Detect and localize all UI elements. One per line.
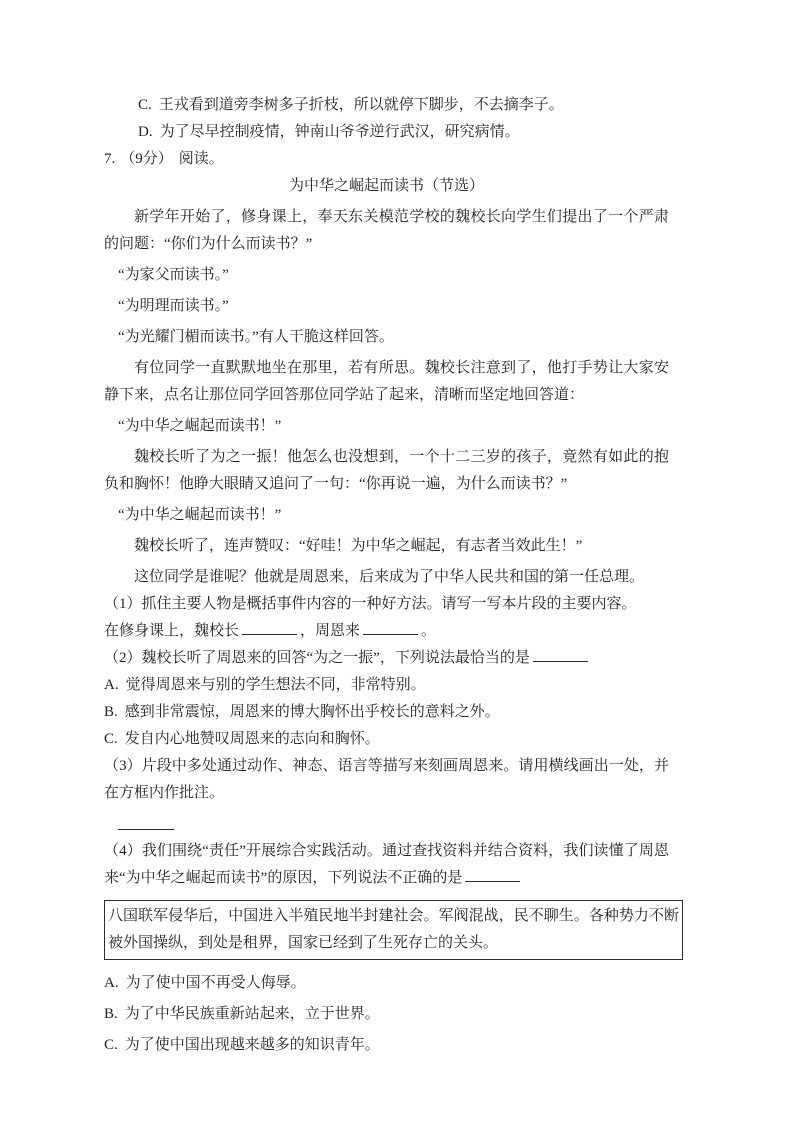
exam-content: [104, 92, 679, 1059]
prior-question-option-c: [104, 92, 669, 119]
option-text: 为了使中国出现越来越多的知识青年。: [124, 1037, 380, 1053]
passage-paragraph: “为光耀门楣而读书。”有人干脆这样回答。: [118, 329, 394, 345]
sub-question-1-stem: （1）抓住主要人物是概括事件内容的一种好方法。请写一写本片段的主要内容。: [104, 596, 637, 612]
question-number: 7.: [104, 151, 116, 167]
answer-blank: [363, 621, 418, 635]
passage-paragraph: “为明理而读书。”: [118, 298, 229, 314]
option-label: A.: [104, 975, 119, 991]
fill-text-after: 。: [421, 623, 437, 639]
option-text: 发自内心地赞叹周恩来的志向和胸怀。: [124, 731, 380, 747]
stem-text: （4）我们围绕“责任”开展综合实践活动。通过查找资料并结合资料，我们读懂了周恩来“为中华之崛起而读书”的原因，下列说法不正确的是: [104, 843, 669, 886]
sub-question-2-option-a: [104, 672, 669, 699]
question-7-header: [104, 146, 669, 173]
sub-question-1-fill-line: [104, 618, 669, 645]
context-box: [104, 900, 683, 960]
passage-paragraph: “为中华之崛起而读书！”: [118, 507, 282, 523]
fill-text-before: 在修身课上，魏校长: [104, 623, 240, 639]
option-label: C.: [104, 731, 118, 747]
passage-paragraph: 魏校长听了，连声赞叹：“好哇！为中华之崛起，有志者当效此生！”: [134, 538, 583, 554]
sub-question-2-option-b: [104, 699, 669, 726]
option-label: B.: [104, 1006, 118, 1022]
passage-paragraph: 魏校长听了为之一振！他怎么也没想到，一个十二三岁的孩子，竟然有如此的抱负和胸怀！他睁大眼睛又追问了一句：“你再说一遍，为什么而读书？”: [104, 449, 669, 492]
sub-question-4-stem: [104, 838, 669, 892]
answer-blank: [533, 648, 588, 662]
sub-question-2-stem: [104, 645, 669, 672]
answer-blank: [242, 621, 297, 635]
stem-text: （2）魏校长听了周恩来的回答“为之一振”，下列说法最恰当的是: [104, 650, 530, 666]
option-text: 为了尽早控制疫情，钟南山爷爷逆行武汉，研究病情。: [159, 124, 520, 140]
passage-paragraph: 有位同学一直默默地坐在那里，若有所思。魏校长注意到了，他打手势让大家安静下来，点名让那位同学回答那位同学站了起来，清晰而坚定地回答道：: [104, 360, 669, 403]
option-text: 感到非常震惊，周恩来的博大胸怀出乎校长的意料之外。: [124, 704, 500, 720]
context-box-text: 八国联军侵华后，中国进入半殖民地半封建社会。军阀混战，民不聊生。各种势力不断被外国操纵，到处是租界，国家已经到了生死存亡的关头。: [108, 908, 679, 951]
option-label: A.: [104, 677, 119, 693]
passage-paragraph: 这位同学是谁呢？他就是周恩来，后来成为了中华人民共和国的第一任总理。: [134, 569, 645, 585]
sub-question-4-option-b: [104, 1001, 669, 1028]
sub-question-2-option-c: [104, 726, 669, 753]
fill-text-middle: ，周恩来: [300, 623, 361, 639]
sub-question-3-stem: （3）片段中多处通过动作、神态、语言等描写来刻画周恩来。请用横线画出一处，并在方框内作批注。: [104, 758, 669, 801]
sub-questions: [104, 591, 679, 1059]
option-label: C.: [104, 1037, 118, 1053]
option-label: C.: [138, 97, 152, 113]
option-text: 为了中华民族重新站起来，立于世界。: [124, 1006, 380, 1022]
option-label: D.: [138, 124, 153, 140]
option-text: 王戎看到道旁李树多子折枝，所以就停下脚步，不去摘李子。: [158, 97, 564, 113]
passage-paragraph: “为中华之崛起而读书！”: [118, 418, 282, 434]
prior-question-option-d: [104, 119, 669, 146]
passage-body: [104, 204, 669, 591]
question-points: （9分）: [120, 151, 173, 167]
sub-question-4-option-c: [104, 1032, 669, 1059]
option-text: 觉得周恩来与别的学生想法不同，非常特别。: [125, 677, 426, 693]
sub-question-4-option-a: [104, 970, 669, 997]
answer-blank: [465, 868, 520, 882]
passage-paragraph: “为家父而读书。”: [118, 267, 229, 283]
sub-question-3-answer-line: [118, 829, 174, 830]
option-label: B.: [104, 704, 118, 720]
passage-title: 为中华之崛起而读书（节选）: [288, 178, 484, 194]
passage-paragraph: 新学年开始了，修身课上，奉天东关模范学校的魏校长向学生们提出了一个严肃的问题：“你们为什么而读书？”: [104, 209, 669, 252]
option-text: 为了使中国不再受人侮辱。: [125, 975, 306, 991]
question-instruction: 阅读。: [178, 151, 224, 167]
